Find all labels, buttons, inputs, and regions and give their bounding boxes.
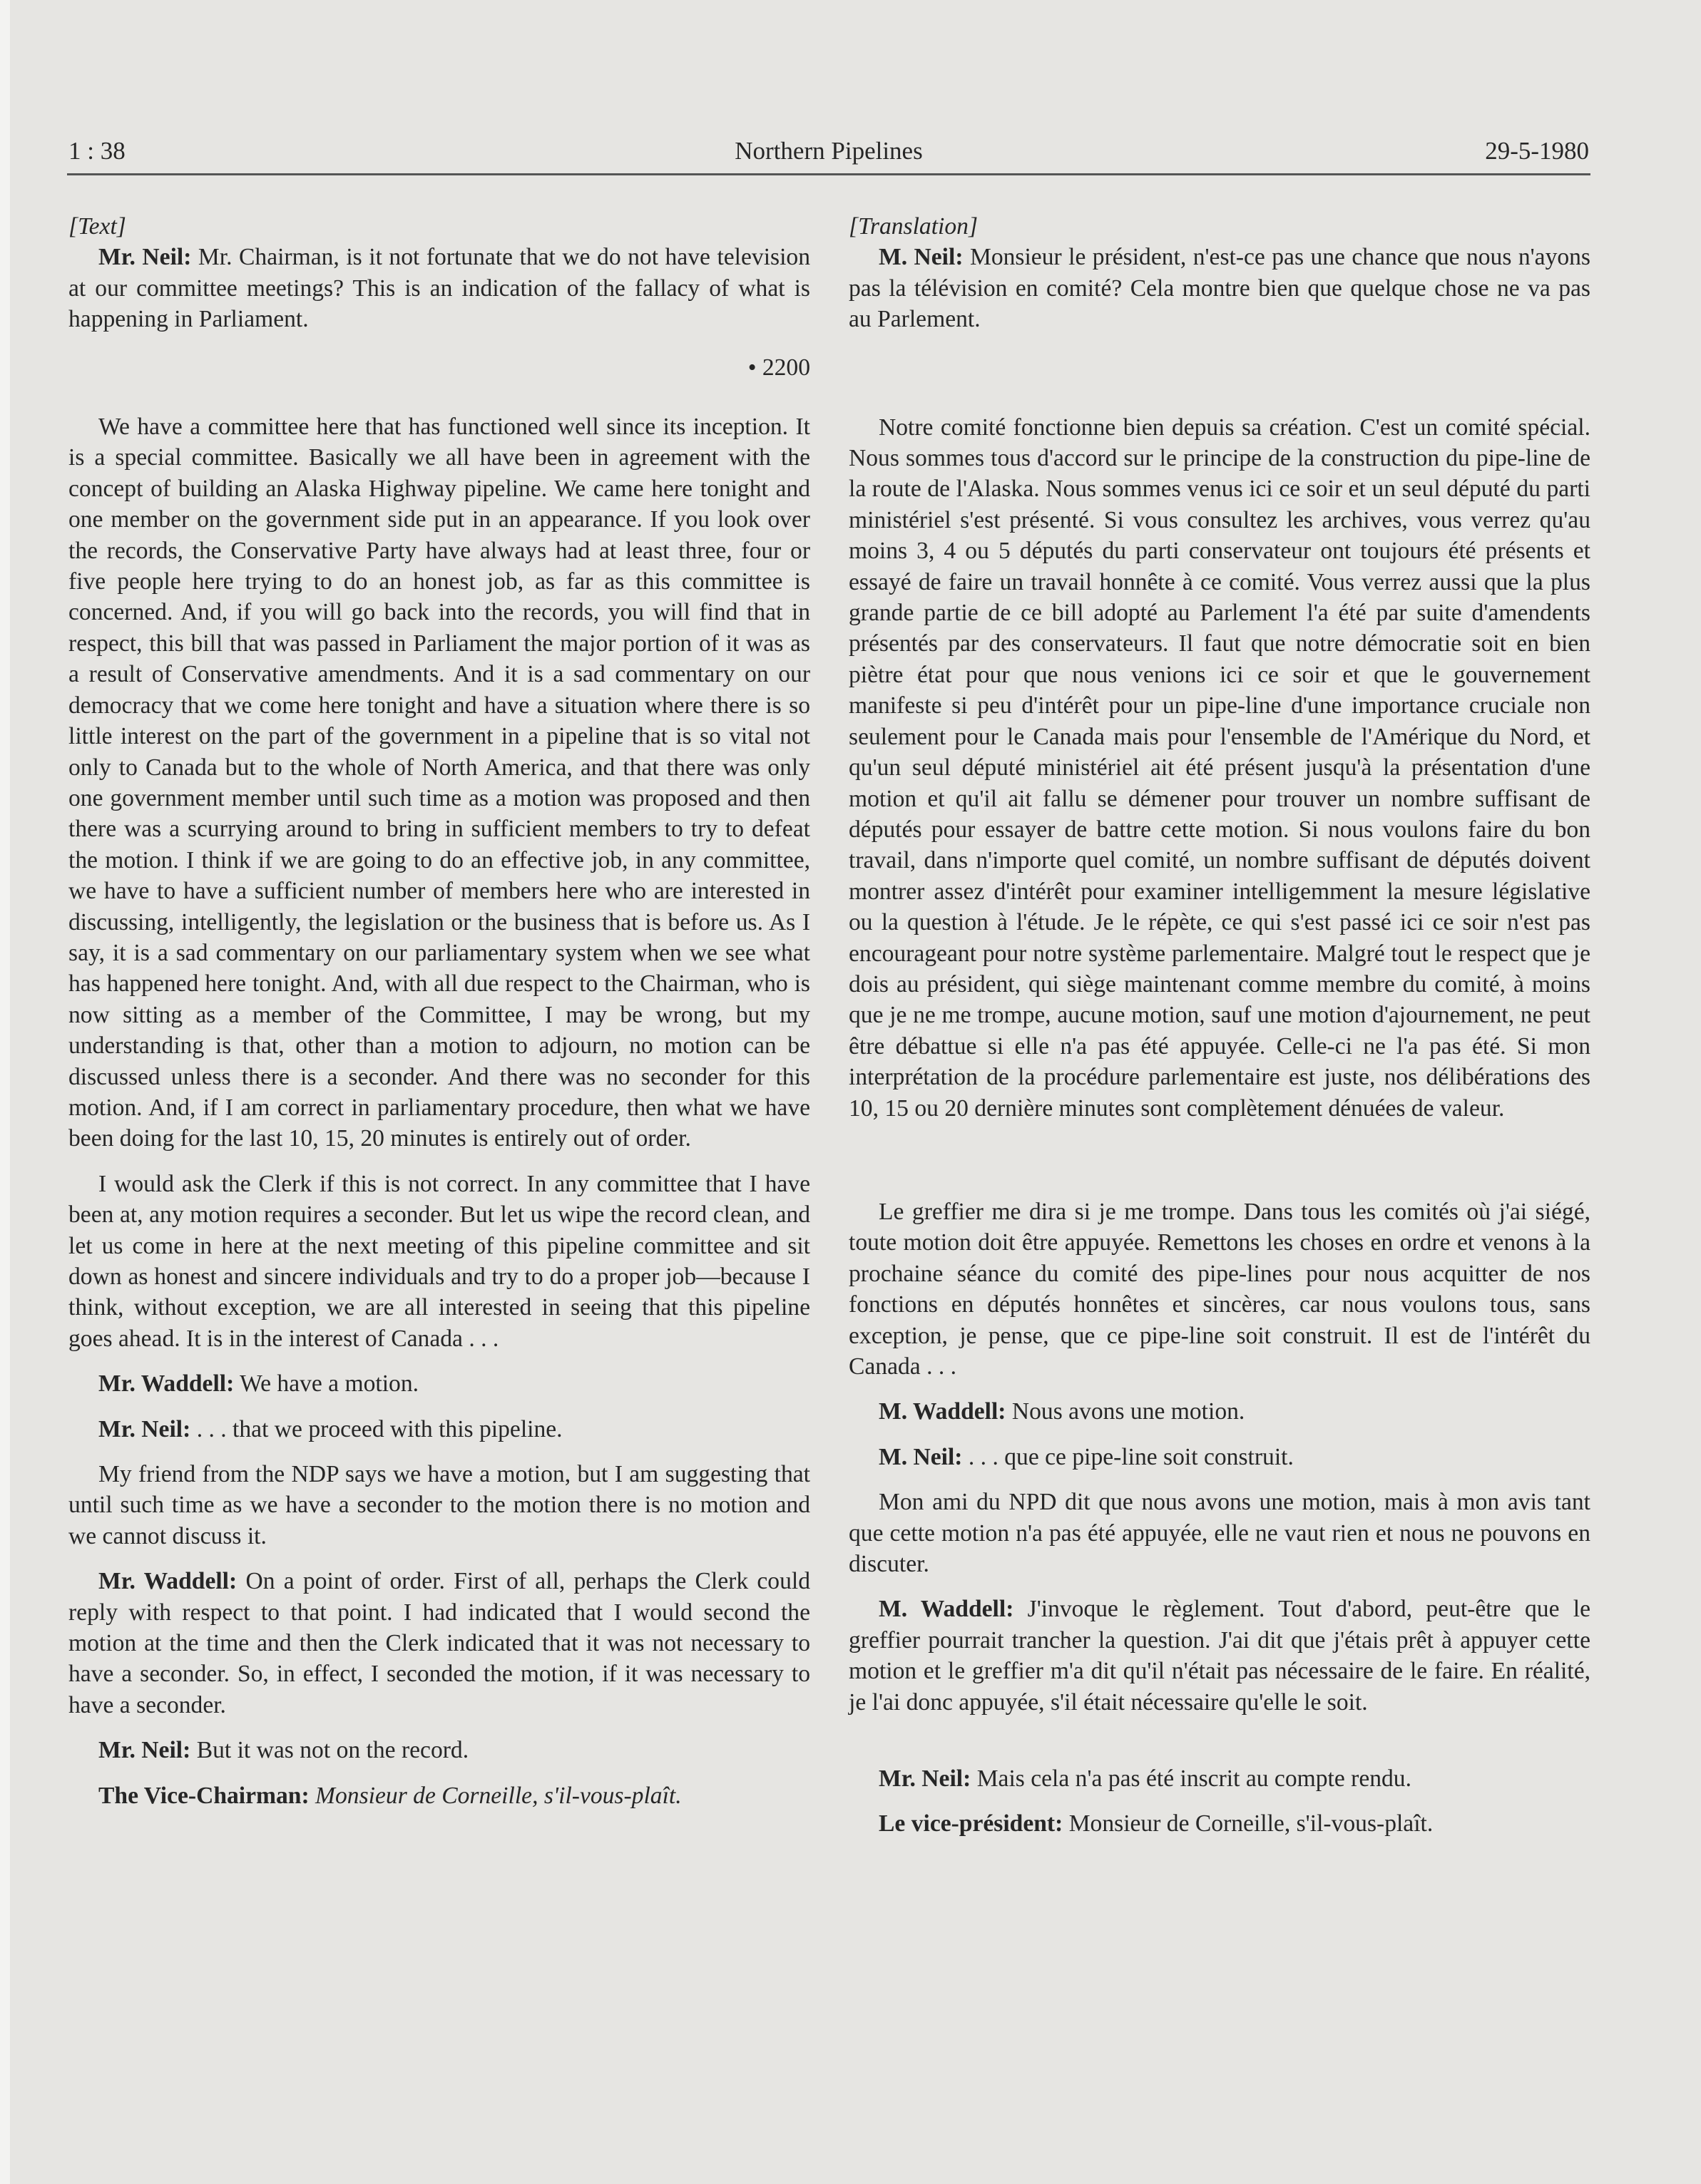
paragraph [849, 1396, 1590, 1427]
paragraph: Notre comité fonctionne bien depuis sa création. C'est un comité spécial. Nous sommes tous d'accord sur le principe de la construction du pipe-line de la route de l'Alaska. Nous sommes venus ici ce soir et un seul député du parti ministériel s'est présenté. Si vous consultez les archives, vous verrez qu'au moins 3, 4 ou 5 députés du parti conservateur ont toujours été présents et essayé de faire un travail honnête à ce comité. Vous verrez aussi que la plus grande partie de ce bill adopté au Parlement l'a été par suite d'amendents présentés par des conservateurs. Il faut que notre démocratie soit en bien piètre état pour que nous venions ici ce soir et que le gouvernement manifeste si peu d'intérêt pour un pipe-line d'une importance cruciale non seulement pour le Canada mais pour l'ensemble de l'Amérique du Nord, et qu'un seul député ministériel ait été présent jusqu'à la présentation d'une motion et qu'il ait fallu se démener pour trouver un nombre suffisant de députés pour essayer de battre cette motion. Si nous voulons faire du bon travail, dans n'importe quel comité, un nombre suffisant de députés doivent montrer assez d'intérêt pour examiner intelligemment la mesure législative ou la question à l'étude. Je le répète, ce qui s'est passé ici ce soir n'est pas encourageant pour notre système parlementaire. Malgré tout le respect que je dois au président, qui siège maintenant comme membre du comité, à moins que je ne me trompe, aucune motion, sauf une motion d'ajournement, ne peut être débattue si elle n'a pas été appuyée. Celle-ci ne l'a pas été. Si mon interprétation de la procédure parlementaire est juste, nos délibérations des 10, 15 ou 20 dernière minutes sont complètement dénuées de valeur. [849, 414, 1590, 1122]
speech-text: Monsieur de Corneille, s'il-vous-plaît. [309, 1782, 682, 1809]
running-title: Northern Pipelines [735, 137, 923, 165]
page-number: 1 : 38 [68, 137, 126, 165]
paragraph [68, 1566, 810, 1721]
page-header [68, 137, 1589, 177]
french-column [849, 211, 1590, 1840]
speech-text: Monsieur le président, n'est-ce pas une chance que nous n'ayons pas la télévision en comité? Cela montre bien que quelque chose ne va pas au Parlement. [849, 244, 1591, 333]
paragraph: Le greffier me dira si je me trompe. Dans tous les comités où j'ai siégé, toute motion doit être appuyée. Remettons les choses en ordre et venons à la prochaine séance du comité des pipe-lines pour nous acquitter de nos fonctions en députés honnêtes et sincères, car nous voulons tous, sans exception, je pense, que ce pipe-line soit construit. Il est de l'intérêt du Canada . . . [849, 1198, 1590, 1380]
paragraph [849, 242, 1590, 334]
speaker-name: Mr. Waddell: [98, 1568, 237, 1595]
english-column [68, 211, 810, 1811]
paragraph: My friend from the NDP says we have a motion, but I am suggesting that until such time as we have a seconder to the motion there is no motion and we cannot discuss it. [68, 1461, 810, 1549]
speaker-name: Le vice-président: [879, 1810, 1063, 1837]
language-tag: [Text] [68, 213, 126, 240]
speech-text: Nous avons une motion. [1006, 1398, 1245, 1425]
speaker-name: Mr. Neil: [98, 1737, 191, 1764]
speaker-name: Mr. Neil: [98, 1415, 191, 1442]
paragraph [849, 1594, 1590, 1718]
speech-text: But it was not on the record. [190, 1737, 469, 1764]
speech-text: Monsieur de Corneille, s'il-vous-plaît. [1063, 1810, 1434, 1837]
header-rule [67, 173, 1590, 175]
paragraph [68, 1368, 810, 1399]
paragraph [849, 1763, 1590, 1794]
speech-text: Mais cela n'a pas été inscrit au compte rendu. [971, 1765, 1411, 1793]
speaker-name: M. Neil: [879, 1443, 963, 1470]
speaker-name: The Vice-Chairman: [98, 1782, 310, 1809]
paragraph: Mon ami du NPD dit que nous avons une motion, mais à mon avis tant que cette motion n'a pas été appuyée, elle ne vaut rien et nous ne pouvons en discuter. [849, 1489, 1590, 1578]
speech-text: On a point of order. First of all, perhaps the Clerk could reply with respect to that point. I had indicated that I would second the motion at the time and then the Clerk indicated that it was not necessary to have a seconder. So, in effect, I seconded the motion, if it was necessary to have a seconder. [68, 1568, 810, 1718]
speech-text: . . . que ce pipe-line soit construit. [962, 1443, 1294, 1470]
paragraph [68, 1414, 810, 1445]
speaker-name: Mr. Neil: [98, 244, 192, 271]
paragraph [68, 242, 810, 334]
speech-text: J'invoque le règlement. Tout d'abord, peut-être que le greffier pourrait trancher la question. J'ai dit que j'étais prêt à appuyer cette motion et le greffier m'a dit qu'il n'était pas nécessaire de le faire. En réalité, je l'ai donc appuyée, s'il était nécessaire qu'elle le soit. [849, 1596, 1590, 1716]
speech-text: . . . that we proceed with this pipeline. [190, 1415, 563, 1442]
speech-text: Mr. Chairman, is it not fortunate that we do not have television at our committee meetings? This is an indication of the fallacy of what is happening in Parliament. [68, 244, 811, 333]
paragraph [68, 1735, 810, 1765]
speaker-name: M. Neil: [879, 244, 964, 271]
time-marker: • 2200 [747, 354, 810, 381]
speaker-name: M. Waddell: [879, 1596, 1014, 1623]
paragraph [68, 1780, 810, 1811]
speaker-name: Mr. Neil: [879, 1765, 971, 1793]
speech-text: We have a motion. [234, 1370, 419, 1398]
paragraph: I would ask the Clerk if this is not correct. In any committee that I have been at, any motion requires a seconder. But let us wipe the record clean, and let us come in here at the next meeting of this pipeline committee and sit down as honest and sincere individuals and try to do a proper job—because I think, without exception, we are all interested in seeing that this pipeline goes ahead. It is in the interest of Canada . . . [68, 1170, 810, 1352]
page-date: 29-5-1980 [1485, 137, 1589, 165]
language-tag: [Translation] [849, 213, 979, 240]
paragraph [849, 1442, 1590, 1472]
page-edge [0, 0, 10, 2184]
paragraph [849, 1808, 1590, 1839]
speaker-name: M. Waddell: [879, 1398, 1006, 1425]
paragraph: We have a committee here that has functioned well since its inception. It is a special committee. Basically we all have been in agreement with the concept of building an Alaska Highway pipeline. We came here tonight and one member on the government side put in an appearance. If you look over the records, the Conservative Party have always had at least three, four or five people here trying to do an honest job, as far as this committee is concerned. And, if you will go back into the records, you will find that in respect, this bill that was passed in Parliament the major portion of it was as a result of Conservative amendments. And it is a sad commentary on our democracy that we come here tonight and have a situation where there is so little interest on the part of the government in a pipeline that is so vital not only to Canada but to the whole of North America, and that there was only one government member until such time as a motion was proposed and then there was a scurrying around to bring in sufficient members to try to defeat the motion. I think if we are going to do an effective job, in any committee, we have to have a sufficient number of members here who are interested in discussing, intelligently, the legislation or the business that is before us. As I say, it is a sad commentary on our parliamentary system when we see what has happened here tonight. And, with all due respect to the Chairman, who is now sitting as a member of the Committee, I may be wrong, but my understanding is that, other than a motion to adjourn, no motion can be discussed unless there is a seconder. And there was no seconder for this motion. And, if I am correct in parliamentary procedure, then what we have been doing for the last 10, 15, 20 minutes is entirely out of order. [68, 414, 810, 1152]
speaker-name: Mr. Waddell: [98, 1370, 235, 1398]
